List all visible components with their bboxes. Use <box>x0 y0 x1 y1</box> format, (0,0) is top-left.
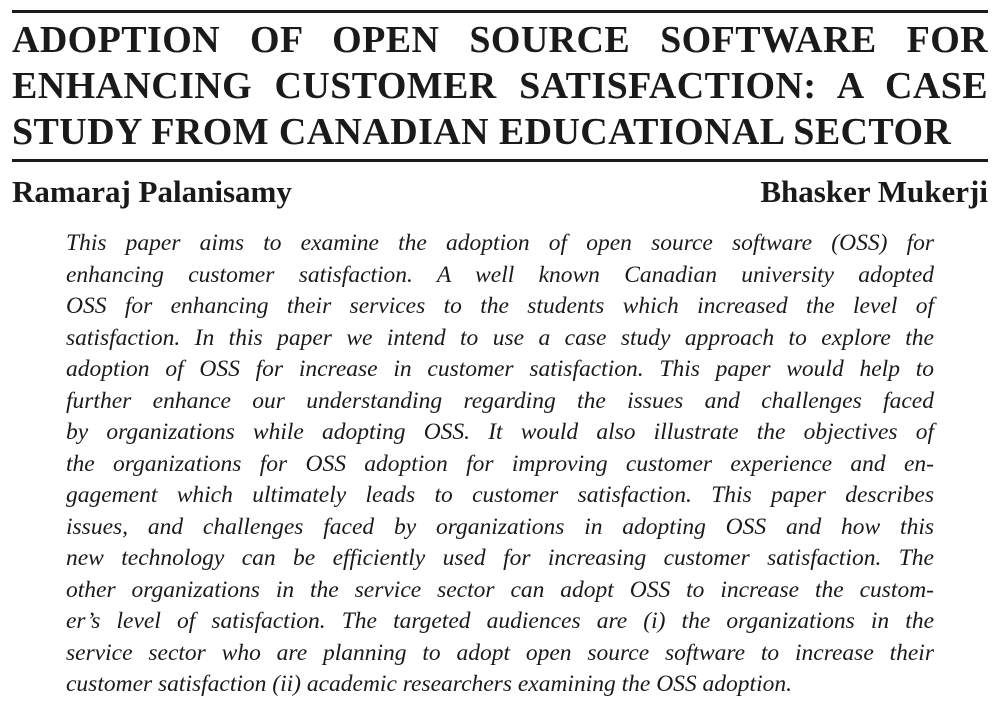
abstract-line: other organizations in the service sector can adopt OSS to increase the custom- <box>66 576 934 603</box>
abstract-line: enhancing customer satisfaction. A well known Canadian university adopted <box>66 261 934 288</box>
abstract-line: er’s level of satisfaction. The targeted audiences are (i) the organizations in the <box>66 608 934 634</box>
title-line: ADOPTION OF OPEN SOURCE SOFTWARE FOR <box>12 19 988 61</box>
abstract-line: issues, and challenges faced by organizations in adopting OSS and how this <box>66 513 934 540</box>
abstract-line: This paper aims to examine the adoption of open source software (OSS) for <box>66 230 934 256</box>
title-line: STUDY FROM CANADIAN EDUCATIONAL SECTOR <box>12 111 952 153</box>
abstract-line: satisfaction. In this paper we intend to use a case study approach to explore the <box>66 324 934 351</box>
abstract-line: OSS for enhancing their services to the students which increased the level of <box>66 293 934 319</box>
abstract <box>66 228 934 701</box>
abstract-line: service sector who are planning to adopt open source software to increase their <box>66 639 934 666</box>
abstract-line: by organizations while adopting OSS. It would also illustrate the objectives of <box>66 419 934 445</box>
abstract-line: the organizations for OSS adoption for improving customer experience and en- <box>66 450 934 477</box>
author-list <box>12 170 988 214</box>
abstract-line: customer satisfaction (ii) academic researchers examining the OSS adoption. <box>66 671 792 697</box>
abstract-line: adoption of OSS for increase in customer satisfaction. This paper would help to <box>66 356 934 382</box>
abstract-line: new technology can be efficiently used for increasing customer satisfaction. The <box>66 545 934 571</box>
abstract-line: further enhance our understanding regarding the issues and challenges faced <box>66 387 934 414</box>
title-line: ENHANCING CUSTOMER SATISFACTION: A CASE <box>12 65 988 107</box>
paper-title <box>12 17 988 155</box>
abstract-line: gagement which ultimately leads to customer satisfaction. This paper describes <box>66 482 934 508</box>
author-name: Bhasker Mukerji <box>760 174 988 209</box>
title-bottom-rule <box>12 159 988 162</box>
title-top-rule <box>12 10 988 13</box>
author-name: Ramaraj Palanisamy <box>12 174 292 209</box>
